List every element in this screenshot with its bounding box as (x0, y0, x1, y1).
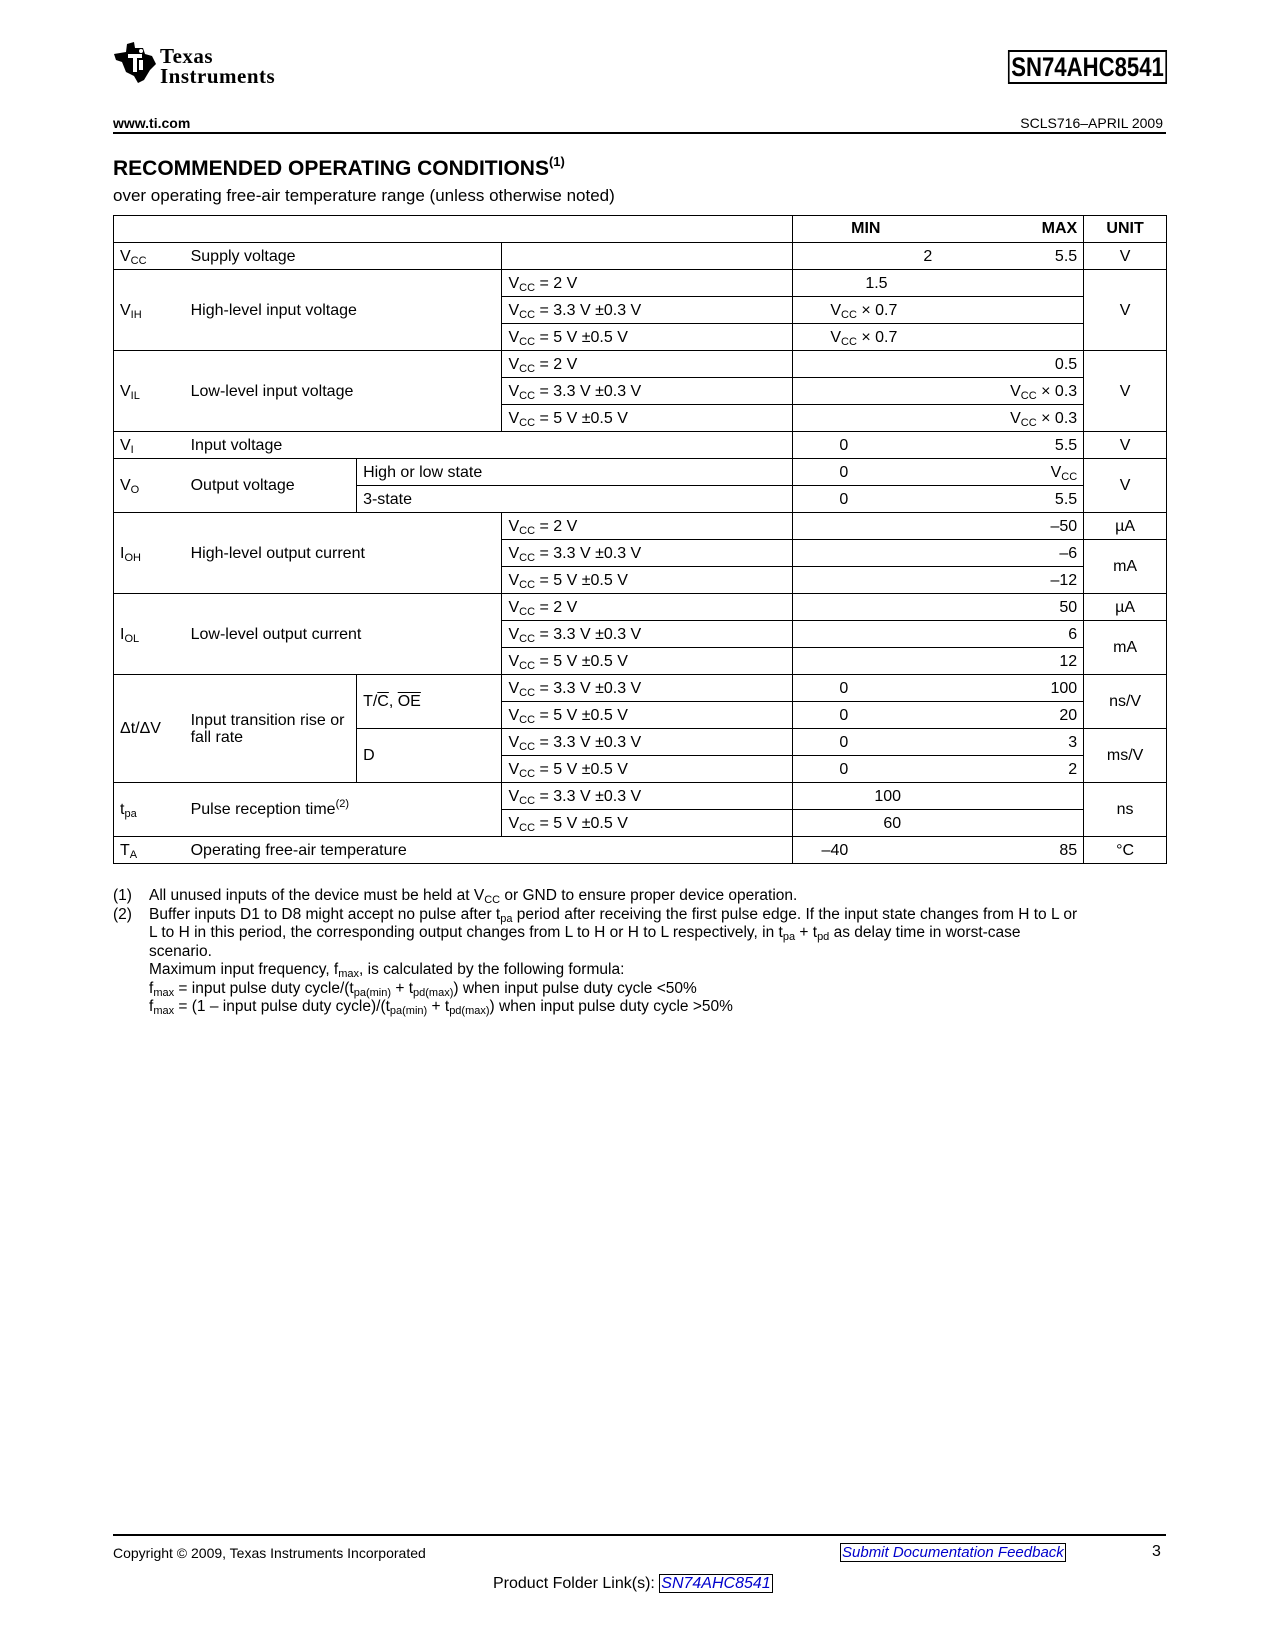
unit-value: ns/V (1084, 675, 1167, 729)
param-description: Operating free-air temperature (185, 837, 793, 864)
copyright: Copyright © 2009, Texas Instruments Incorporated (113, 1545, 426, 1561)
param-symbol: $t_{pa}$ (114, 783, 185, 837)
param-symbol: $V_{IL}$ (114, 351, 185, 432)
table-row (114, 432, 1167, 459)
max-value: 2 (938, 756, 1083, 783)
header-max: MAX (938, 216, 1083, 243)
table-row (114, 270, 1167, 297)
condition-cell: $V_{CC} = 3.3$ V ±0.3 V (502, 540, 793, 567)
condition-cell: $V_{CC} = 5$ V ±0.5 V (502, 756, 793, 783)
footnote-2 (113, 906, 1173, 1017)
min-value: 1.5 (793, 270, 1084, 297)
max-value: 50 (793, 594, 1084, 621)
product-folder-link[interactable]: SN74AHC8541 (661, 1575, 771, 1592)
param-description: Output voltage (185, 459, 357, 513)
table-row (114, 594, 1167, 621)
condition-cell: $V_{CC} = 3.3$ V ±0.3 V (502, 729, 793, 756)
min-value: 0 (793, 675, 938, 702)
unit-value: mA (1084, 621, 1167, 675)
footnote-1 (113, 887, 1173, 906)
condition-cell: $V_{CC} = 3.3$ V ±0.3 V (502, 675, 793, 702)
max-value: 5.5 (938, 486, 1083, 513)
footnote-number: (1) (113, 887, 132, 904)
param-description: Input voltage (185, 432, 793, 459)
min-value: 0 (793, 702, 938, 729)
condition-cell: $V_{CC} = 3.3$ V ±0.3 V (502, 783, 793, 810)
param-symbol: $T_A$ (114, 837, 185, 864)
condition-cell: 3-state (357, 486, 793, 513)
table-header-row (114, 216, 1167, 243)
param-description: Low-level input voltage (185, 351, 502, 432)
param-symbol: $V_{IH}$ (114, 270, 185, 351)
param-symbol: Δt/ΔV (114, 675, 185, 783)
section-title-note: (1) (548, 154, 565, 169)
condition-cell: $V_{CC} = 3.3$ V ±0.3 V (502, 297, 793, 324)
section-title (113, 154, 565, 181)
product-folder-label: Product Folder Link(s): (493, 1575, 660, 1592)
header-blank-cell (114, 216, 502, 243)
param-symbol: $I_{OH}$ (114, 513, 185, 594)
table-row (114, 351, 1167, 378)
header-blank-cell (502, 216, 793, 243)
max-value: $V_{CC} \times 0.3$ (793, 378, 1084, 405)
condition-cell: $V_{CC} = 5$ V ±0.5 V (502, 405, 793, 432)
unit-value: V (1084, 270, 1167, 351)
unit-value: mA (1084, 540, 1167, 594)
param-description: High-level output current (185, 513, 502, 594)
max-value: 0.5 (793, 351, 1084, 378)
min-value: 60 (793, 810, 1084, 837)
min-value: –40 (793, 837, 938, 864)
condition-cell: $V_{CC} = 2$ V (502, 270, 793, 297)
param-description: High-level input voltage (185, 270, 502, 351)
table-row (114, 837, 1167, 864)
document-id: SCLS716–APRIL 2009 (1020, 115, 1163, 131)
param-symbol: $I_{OL}$ (114, 594, 185, 675)
max-value: $V_{CC} \times 0.3$ (793, 405, 1084, 432)
product-folder-line (493, 1575, 773, 1593)
max-value: 20 (938, 702, 1083, 729)
ti-logo (112, 40, 312, 90)
table-row (114, 459, 1167, 486)
footnote-number: (2) (113, 905, 132, 923)
section-subtitle: over operating free-air temperature range (unless otherwise noted) (113, 186, 615, 205)
header-min: MIN (793, 216, 938, 243)
param-symbol: $V_{CC}$ (114, 243, 185, 270)
param-description: Supply voltage (185, 243, 502, 270)
min-value: 100 (793, 783, 1084, 810)
condition-cell: $V_{CC} = 2$ V (502, 594, 793, 621)
pin-group-label: D (357, 729, 502, 783)
condition-cell: $V_{CC} = 2$ V (502, 513, 793, 540)
operating-conditions-table (113, 215, 1167, 864)
max-value: 85 (938, 837, 1083, 864)
max-value: –6 (793, 540, 1084, 567)
part-number-title: SN74AHC8541 (1008, 50, 1167, 84)
max-value: 5.5 (938, 432, 1083, 459)
page-number: 3 (1152, 1543, 1161, 1560)
footer-divider (113, 1534, 1166, 1536)
min-value: 0 (793, 486, 938, 513)
condition-cell: $V_{CC} = 5$ V ±0.5 V (502, 648, 793, 675)
submit-feedback-link[interactable]: Submit Documentation Feedback (842, 1544, 1064, 1561)
footnote-text: Buffer inputs D1 to D8 might accept no pulse after $t_{pa}$ period after receiving the first pulse edge. If the input state changes from H to L or L to H in this period, the corresponding output changes from L to H or H to L respectively, in $t_{pa} + t_{pd}$ as delay time in worst-case scenario. Maximum input frequency, $f_{max}$, is calculated by the following formula: $f_{max}$ = input pulse duty cycle/$(t_{pa(min)} + t_{pd(max)})$ when input pulse duty cycle <50% $f_{max} = (1$ – input pulse duty $cycle)/(t_{pa(min)} + t_{pd(max)})$ when input pulse duty cycle >50% (149, 905, 1078, 1017)
site-url[interactable]: www.ti.com (113, 115, 191, 131)
max-value: 12 (793, 648, 1084, 675)
unit-value: V (1084, 459, 1167, 513)
condition-cell: $V_{CC} = 5$ V ±0.5 V (502, 810, 793, 837)
condition-cell: $V_{CC} = 5$ V ±0.5 V (502, 567, 793, 594)
min-value: 0 (793, 459, 938, 486)
max-value: 5.5 (938, 243, 1083, 270)
table-row (114, 513, 1167, 540)
condition-cell: $V_{CC} = 5$ V ±0.5 V (502, 702, 793, 729)
condition-cell: $V_{CC} = 3.3$ V ±0.3 V (502, 621, 793, 648)
max-value: 100 (938, 675, 1083, 702)
min-value: 0 (793, 432, 938, 459)
table-row (114, 783, 1167, 810)
min-value: 0 (793, 729, 938, 756)
unit-value: V (1084, 351, 1167, 432)
pin-group-label: $T/\overline{C}$, $\overline{OE}$ (357, 675, 502, 729)
footnote-text: All unused inputs of the device must be held at $V_{CC}$ or GND to ensure proper device operation. (149, 887, 798, 906)
unit-value: ns (1084, 783, 1167, 837)
max-value: 3 (938, 729, 1083, 756)
param-description: Low-level output current (185, 594, 502, 675)
unit-value: V (1084, 432, 1167, 459)
unit-value: °C (1084, 837, 1167, 864)
condition-cell: $V_{CC} = 5$ V ±0.5 V (502, 324, 793, 351)
section-title-text: RECOMMENDED OPERATING CONDITIONS (113, 157, 549, 180)
logo-text-line1: Texas (160, 44, 214, 68)
min-value: 2 (793, 243, 938, 270)
max-value: 6 (793, 621, 1084, 648)
condition-cell (502, 243, 793, 270)
footnotes (113, 887, 1173, 1017)
header-unit: UNIT (1084, 216, 1167, 243)
min-value: 0 (793, 756, 938, 783)
condition-cell: $V_{CC} = 2$ V (502, 351, 793, 378)
condition-cell: $V_{CC} = 3.3$ V ±0.3 V (502, 378, 793, 405)
param-symbol: $V_I$ (114, 432, 185, 459)
min-value: $V_{CC} \times 0.7$ (793, 324, 1084, 351)
logo-text-line2: Instruments (160, 64, 276, 88)
table-row (114, 243, 1167, 270)
max-value: $V_{CC}$ (938, 459, 1083, 486)
min-value: $V_{CC} \times 0.7$ (793, 297, 1084, 324)
unit-value: µA (1084, 513, 1167, 540)
param-description: Pulse reception time$^{(2)}$ (185, 783, 502, 837)
unit-value: ms/V (1084, 729, 1167, 783)
condition-cell: High or low state (357, 459, 793, 486)
texas-state-logo-icon (112, 40, 158, 84)
table-row (114, 675, 1167, 702)
unit-value: µA (1084, 594, 1167, 621)
param-description: Input transition rise or fall rate (185, 675, 357, 783)
max-value: –50 (793, 513, 1084, 540)
header-divider (113, 132, 1166, 134)
unit-value: V (1084, 243, 1167, 270)
max-value: –12 (793, 567, 1084, 594)
param-symbol: $V_O$ (114, 459, 185, 513)
